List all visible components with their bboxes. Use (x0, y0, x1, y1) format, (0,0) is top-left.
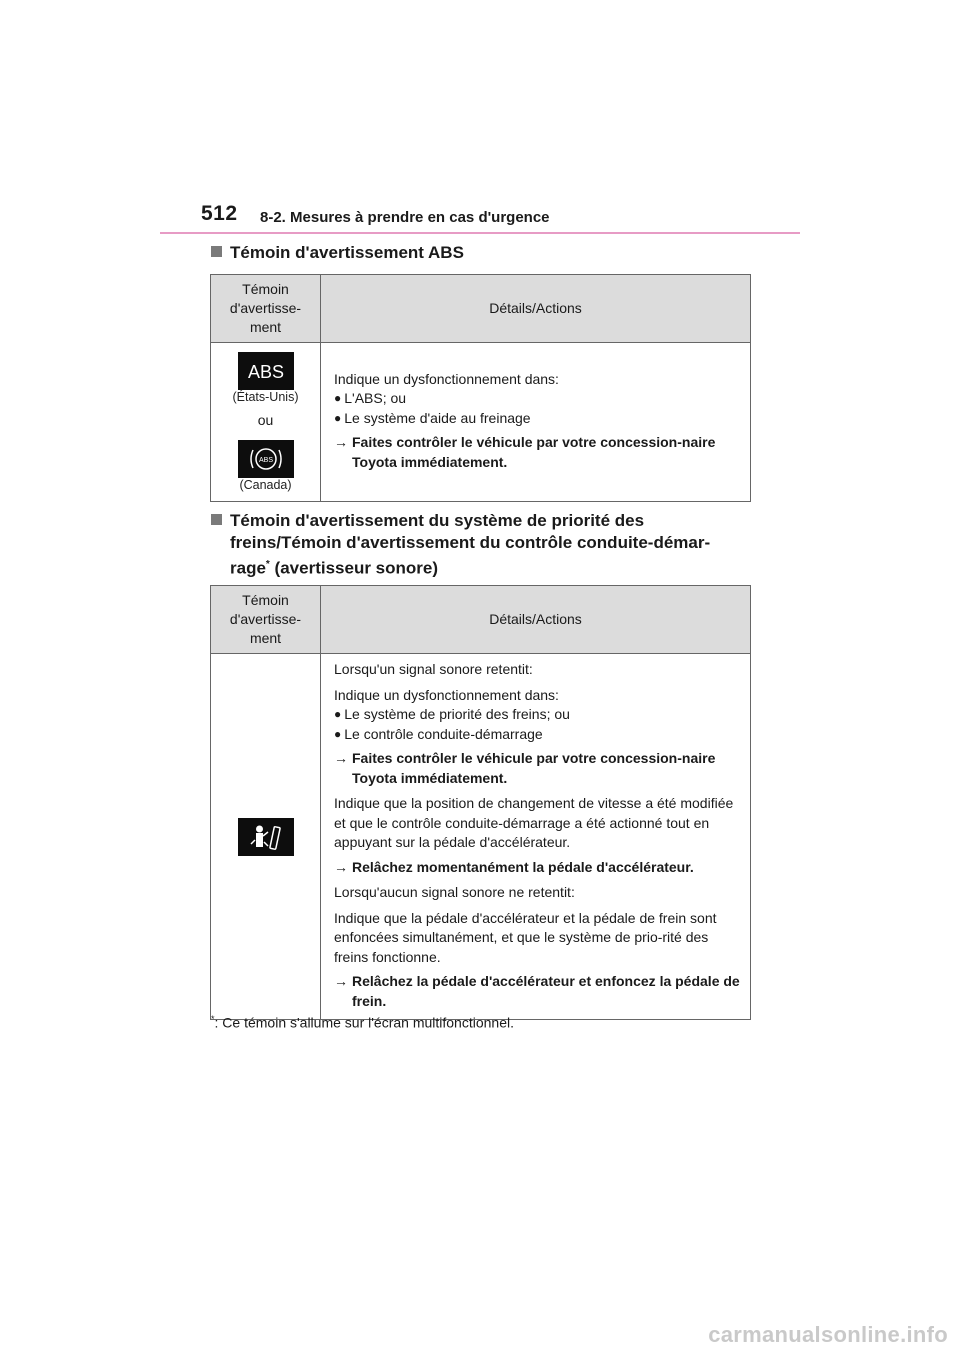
list-item: ● Le contrôle conduite-démarrage (334, 725, 740, 745)
details-cell (321, 654, 751, 1020)
table-header-row (211, 586, 751, 654)
arrow-icon: → (334, 434, 348, 451)
details-paragraph: Indique que la pédale d'accélérateur et la pédale de frein sont enfoncées simultanément, et que le système de prio-rité des freins fonctionne. (334, 909, 717, 965)
arrow-icon: → (334, 973, 348, 989)
details-cell (321, 343, 751, 502)
col-details-header: Détails/Actions (321, 586, 751, 654)
col-warning-light-header: Témoin d'avertisse-ment (211, 586, 321, 654)
abs-warning-table (210, 274, 751, 502)
table-row (211, 654, 751, 1020)
action-instruction: → Faites contrôler le véhicule par votre concession-naire Toyota immédiatement. (334, 750, 716, 786)
abs-heading: Témoin d'avertissement ABS (211, 242, 230, 264)
abs-circle-icon (238, 440, 294, 478)
abs-text-icon (238, 352, 294, 390)
brake-heading: Témoin d'avertissement du système de priorité des freins/Témoin d'avertissement du contrôle conduite-démar-rage* (avertisseur sonore) (211, 510, 230, 532)
col-warning-light-header: Témoin d'avertisse-ment (211, 275, 321, 343)
table-row (211, 343, 751, 502)
icon-cell (211, 343, 321, 502)
list-item: ● Le système de priorité des freins; ou (334, 705, 740, 725)
list-item: ● L'ABS; ou (334, 389, 740, 409)
brake-override-warning-icon (238, 818, 294, 856)
watermark: carmanualsonline.info (708, 1322, 948, 1347)
square-bullet-icon (211, 246, 222, 257)
action-instruction: → Relâchez la pédale d'accélérateur et enfoncez la pédale de frein. (334, 973, 740, 1009)
details-paragraph: Lorsqu'aucun signal sonore ne retentit: (334, 884, 575, 900)
section-title: 8-2. Mesures à prendre en cas d'urgence (260, 209, 550, 226)
details-paragraph: Indique que la position de changement de vitesse a été modifiée et que le contrôle conduite-démarrage a été actionné tout en appuyant sur la pédale d'accélérateur. (334, 795, 734, 850)
icon-cell (211, 654, 321, 1020)
icon-caption: (États-Unis) (232, 390, 299, 404)
arrow-icon: → (334, 858, 348, 875)
details-paragraph: Indique un dysfonctionnement dans: (334, 686, 559, 703)
svg-text:ABS: ABS (247, 362, 284, 382)
footnote: *: Ce témoin s'allume sur l'écran multifonctionnel. (211, 1014, 514, 1031)
page-number: 512 (201, 202, 238, 225)
or-label: ou (257, 412, 274, 428)
icon-caption: (Canada) (239, 478, 292, 492)
table-header-row (211, 275, 751, 343)
svg-text:ABS: ABS (258, 457, 273, 464)
arrow-icon: → (334, 750, 348, 766)
header-rule (160, 232, 800, 234)
action-instruction: → Relâchez momentanément la pédale d'accélérateur. (334, 858, 740, 878)
square-bullet-icon (211, 514, 222, 525)
action-instruction: → Faites contrôler le véhicule par votre concession-naire Toyota immédiatement. (334, 434, 716, 470)
details-paragraph: Lorsqu'un signal sonore retentit: (334, 661, 533, 677)
details-intro: Indique un dysfonctionnement dans: (334, 370, 559, 387)
brake-warning-table (210, 585, 751, 1020)
col-details-header: Détails/Actions (321, 275, 751, 343)
list-item: ● Le système d'aide au freinage (334, 409, 740, 429)
